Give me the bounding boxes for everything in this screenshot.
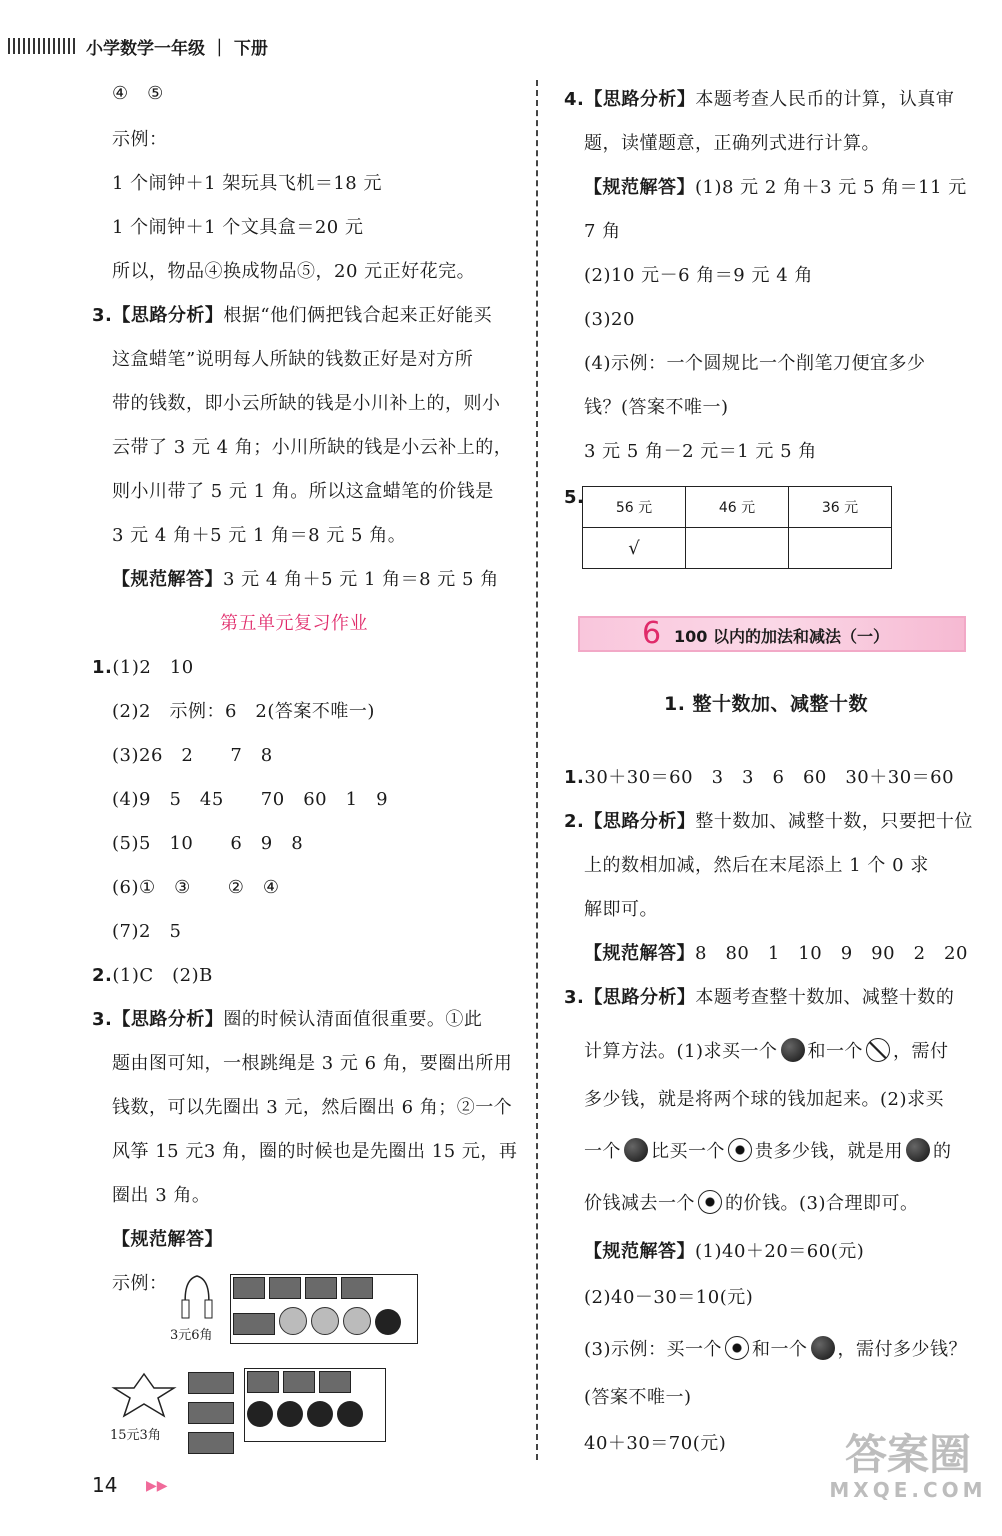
kite-notes-group	[186, 1370, 238, 1448]
coin-icon	[311, 1307, 339, 1335]
answer-tag: 【规范解答】	[584, 177, 695, 198]
line: 钱？(答案不唯一)	[584, 397, 729, 418]
soccer-ball-icon	[698, 1190, 722, 1214]
unit-title: 100 以内的加法和减法（一）	[674, 627, 889, 646]
line: 上的数相加减，然后在末尾添上 1 个 0 求	[584, 855, 929, 876]
question-number: 4.	[564, 89, 585, 110]
banknote-icon	[341, 1277, 373, 1299]
section-title: 第五单元复习作业	[220, 613, 368, 634]
answer-line	[112, 568, 499, 592]
text: 圈的时候认清面值很重要。①此	[223, 1009, 483, 1030]
table-header-cell: 36 元	[789, 487, 892, 528]
line: 1 个闹钟＋1 个文具盒＝20 元	[112, 217, 364, 238]
answer-table	[582, 486, 892, 569]
unit-number: 6	[642, 616, 662, 651]
text: 本题考查人民币的计算，认真审	[695, 89, 955, 110]
text: (1)C (2)B	[112, 965, 213, 986]
text: (1)40＋20＝60(元)	[695, 1241, 865, 1262]
line: ④ ⑤	[112, 83, 164, 104]
question-number: 1.	[92, 657, 113, 678]
line: (7)2 5	[112, 921, 182, 942]
line: 带的钱数，即小云所缺的钱是小川补上的，则小	[112, 393, 501, 414]
line: 则小川带了 5 元 1 角。所以这盒蜡笔的价钱是	[112, 481, 494, 502]
line: 题由图可知，一根跳绳是 3 元 6 角，要圈出所用	[112, 1053, 513, 1074]
answer-tag: 【规范解答】	[112, 569, 223, 590]
table-cell	[686, 528, 789, 569]
analysis-tag: 【思路分析】	[584, 987, 696, 1008]
table-header-cell: 56 元	[583, 487, 686, 528]
line	[584, 1190, 919, 1216]
review-q1	[92, 656, 194, 680]
text: 根据“他们俩把钱合起来正好能买	[223, 305, 493, 326]
review-q3	[92, 1008, 482, 1032]
text: 的	[933, 1141, 952, 1162]
review-q2	[92, 964, 213, 988]
coin-icon	[343, 1307, 371, 1335]
banknote-icon	[188, 1402, 234, 1424]
line: 圈出 3 角。	[112, 1185, 211, 1206]
analysis-tag: 【思路分析】	[584, 811, 696, 832]
coin-icon	[247, 1401, 273, 1427]
banknote-icon	[269, 1277, 301, 1299]
coin-icon	[277, 1401, 303, 1427]
line: 3 元 5 角－2 元＝1 元 5 角	[584, 441, 817, 462]
question-number: 2.	[564, 811, 585, 832]
text: (1)8 元 2 角＋3 元 5 角＝11 元	[695, 177, 967, 198]
lesson-q1	[564, 766, 954, 790]
lesson-title: 1. 整十数加、减整十数	[664, 693, 869, 715]
line: (2)2 示例：6 2(答案不唯一)	[112, 701, 375, 722]
line: 7 角	[584, 221, 621, 242]
kite-price: 15元3角	[110, 1428, 161, 1443]
example-label: 示例：	[112, 1273, 168, 1294]
text: 和一个	[752, 1339, 808, 1360]
question-number: 1.	[564, 767, 585, 788]
basketball-icon	[781, 1038, 805, 1062]
kite-money-group	[244, 1368, 386, 1442]
page-header: 小学数学一年级 ｜ 下册	[86, 39, 268, 59]
question-number: 2.	[92, 965, 113, 986]
line: (5)5 10 6 9 8	[112, 833, 304, 854]
jump-rope-icon	[172, 1270, 222, 1322]
text: (1)2 10	[112, 657, 194, 678]
banknote-icon	[247, 1371, 279, 1393]
answer-line	[584, 942, 968, 966]
rope-money-group	[230, 1274, 418, 1344]
line: (答案不唯一)	[584, 1387, 692, 1408]
text: 8 80 1 10 9 90 2 20	[695, 943, 968, 964]
answer-tag: 【规范解答】	[584, 943, 695, 964]
banknote-icon	[233, 1277, 265, 1299]
line	[584, 1038, 949, 1064]
line: (4)9 5 45 70 60 1 9	[112, 789, 389, 810]
banknote-icon	[283, 1371, 315, 1393]
line: 所以，物品④换成物品⑤，20 元正好花完。	[112, 261, 476, 282]
text: (3)示例：买一个	[584, 1339, 722, 1360]
kite-icon	[110, 1370, 178, 1420]
soccer-ball-icon	[725, 1336, 749, 1360]
rope-price: 3元6角	[170, 1328, 213, 1343]
text: 计算方法。(1)求买一个	[584, 1041, 778, 1062]
text: 价钱减去一个	[584, 1193, 695, 1214]
column-divider	[536, 80, 538, 1460]
coin-icon	[337, 1401, 363, 1427]
basketball-icon	[906, 1138, 930, 1162]
line: 3 元 4 角＋5 元 1 角＝8 元 5 角。	[112, 525, 407, 546]
line: 示例：	[112, 129, 168, 150]
line: (2)40－30＝10(元)	[584, 1287, 754, 1308]
analysis-tag: 【思路分析】	[112, 1009, 224, 1030]
line	[584, 1138, 952, 1164]
coin-icon	[307, 1401, 333, 1427]
line: 题，读懂题意，正确列式进行计算。	[584, 133, 880, 154]
answer-tag: 【规范解答】	[584, 1241, 695, 1262]
answer-line	[584, 176, 967, 200]
answer-line	[584, 1240, 864, 1264]
analysis-tag: 【思路分析】	[584, 89, 696, 110]
arrow-decoration-icon: ▶▶	[146, 1478, 168, 1494]
line: 风筝 15 元3 角，圈的时候也是先圈出 15 元，再	[112, 1141, 518, 1162]
banknote-icon	[188, 1432, 234, 1454]
table-cell: √	[583, 528, 686, 569]
line: (3)26 2 7 8	[112, 745, 273, 766]
watermark	[828, 1432, 988, 1502]
banknote-icon	[305, 1277, 337, 1299]
line: 这盒蜡笔”说明每人所缺的钱数正好是对方所	[112, 349, 474, 370]
text: 3 元 4 角＋5 元 1 角＝8 元 5 角	[223, 569, 499, 590]
page-number: 14	[92, 1473, 118, 1497]
text: 贵多少钱，就是用	[755, 1141, 903, 1162]
line: 云带了 3 元 4 角；小川所缺的钱是小云补上的，	[112, 437, 513, 458]
question-3	[92, 304, 492, 328]
lesson-q2	[564, 810, 973, 834]
answer-tag: 【规范解答】	[112, 1229, 223, 1250]
line: 多少钱，就是将两个球的钱加起来。(2)求买	[584, 1089, 944, 1110]
line	[584, 1336, 967, 1362]
banknote-icon	[319, 1371, 351, 1393]
text: 和一个	[807, 1041, 863, 1062]
banknote-icon	[188, 1372, 234, 1394]
unit-banner	[578, 613, 966, 652]
text: 整十数加、减整十数，只要把十位	[695, 811, 973, 832]
banknote-icon	[233, 1313, 275, 1335]
watermark-url: MXQE.COM	[829, 1478, 987, 1502]
barcode-decoration	[8, 38, 76, 54]
line: 钱数，可以先圈出 3 元，然后圈出 6 角；②一个	[112, 1097, 513, 1118]
analysis-tag: 【思路分析】	[112, 305, 224, 326]
text: 的价钱。(3)合理即可。	[725, 1193, 919, 1214]
text: 一个	[584, 1141, 621, 1162]
volleyball-icon	[866, 1038, 890, 1062]
soccer-ball-icon	[728, 1138, 752, 1162]
coin-icon	[375, 1309, 401, 1335]
basketball-icon	[811, 1336, 835, 1360]
question-number: 3.	[92, 1009, 113, 1030]
question-number: 3.	[564, 987, 585, 1008]
question-number: 5.	[564, 487, 585, 508]
question-number: 3.	[92, 305, 113, 326]
text: ，需付多少钱？	[837, 1339, 967, 1360]
table-header-cell: 46 元	[686, 487, 789, 528]
lesson-q3	[564, 986, 954, 1010]
line: 1 个闹钟＋1 架玩具飞机＝18 元	[112, 173, 382, 194]
text: ，需付	[893, 1041, 949, 1062]
text: 本题考查整十数加、减整十数的	[695, 987, 955, 1008]
basketball-icon	[624, 1138, 648, 1162]
table-cell	[789, 528, 892, 569]
line: (2)10 元－6 角＝9 元 4 角	[584, 265, 813, 286]
line: (3)20	[584, 309, 635, 330]
line: 解即可。	[584, 899, 658, 920]
line: (6)① ③ ② ④	[112, 877, 280, 898]
question-4	[564, 88, 954, 112]
text: 30＋30＝60 3 3 6 60 30＋30＝60	[584, 767, 955, 788]
line: (4)示例：一个圆规比一个削笔刀便宜多少	[584, 353, 926, 374]
coin-icon	[279, 1307, 307, 1335]
text: 比买一个	[651, 1141, 725, 1162]
watermark-text: 答案圈	[844, 1430, 971, 1479]
line: 40＋30＝70(元)	[584, 1433, 727, 1454]
